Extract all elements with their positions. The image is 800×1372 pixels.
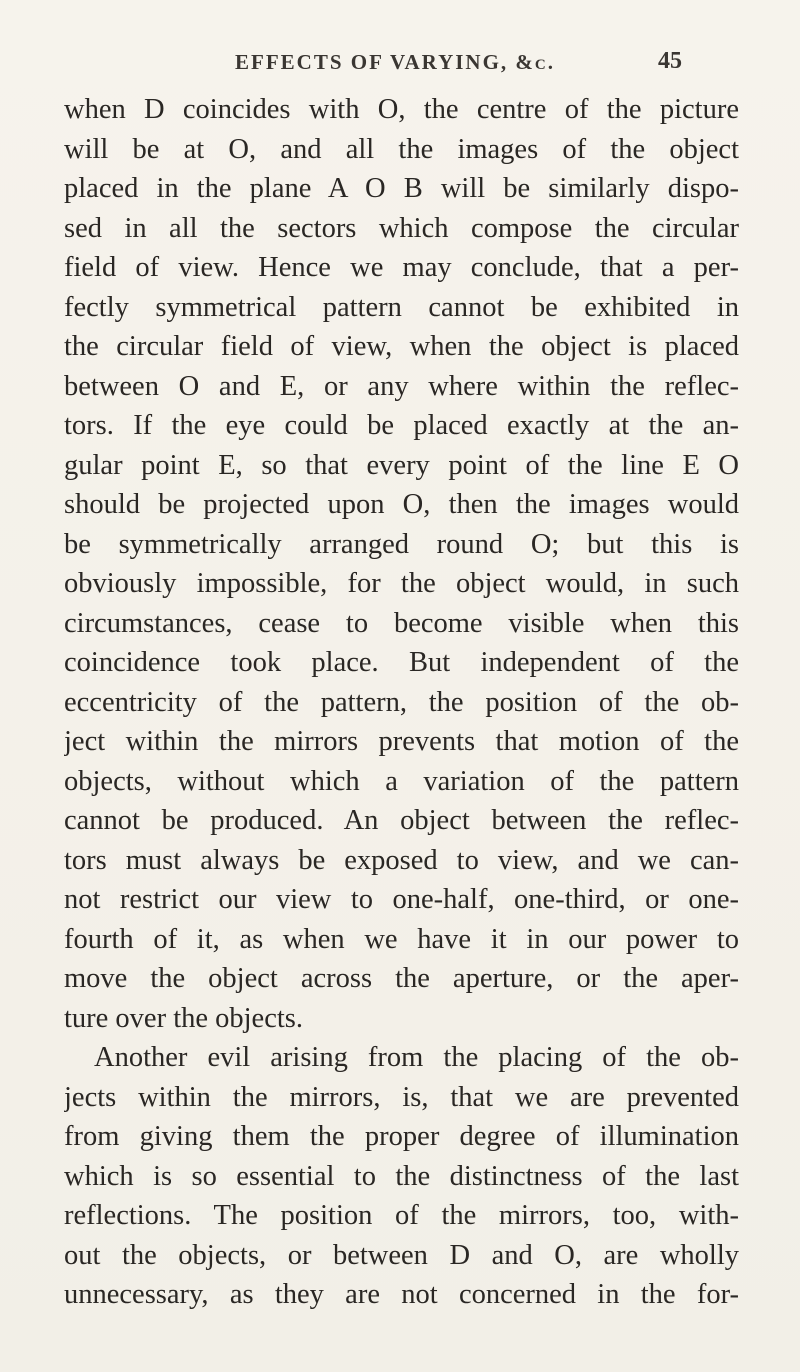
text-line: objects, without which a variation of the pattern (64, 765, 739, 797)
text-line: will be at O, and all the images of the object (64, 133, 739, 165)
text-line: when D coincides with O, the centre of the picture (64, 94, 739, 125)
body-text (64, 90, 739, 1315)
text-line: obviously impossible, for the object would, in such (64, 568, 739, 599)
text-line: tors. If the eye could be placed exactly at the an- (64, 410, 739, 441)
text-line: eccentricity of the pattern, the position of the ob- (64, 686, 739, 718)
text-line: ject within the mirrors prevents that motion of the (64, 726, 739, 757)
text-line: fectly symmetrical pattern cannot be exhibited in (64, 291, 739, 323)
text-line: not restrict our view to one-half, one-third, or one- (64, 884, 739, 915)
text-line: sed in all the sectors which compose the circular (64, 212, 739, 244)
text-line: jects within the mirrors, is, that we are prevented (64, 1081, 739, 1113)
text-line: reflections. The position of the mirrors, too, with- (64, 1200, 739, 1231)
text-line: between O and E, or any where within the reflec- (64, 370, 739, 402)
text-line: gular point E, so that every point of the line E O (64, 449, 739, 481)
text-line: unnecessary, as they are not concerned in the for- (64, 1279, 739, 1310)
text-line: circumstances, cease to become visible when this (64, 607, 739, 639)
running-head: EFFECTS OF VARYING, &c. (235, 50, 555, 74)
text-line: field of view. Hence we may conclude, that a per- (64, 252, 739, 283)
text-line: be symmetrically arranged round O; but this is (64, 528, 739, 560)
text-line: out the objects, or between D and O, are wholly (64, 1239, 739, 1271)
text-line: tors must always be exposed to view, and we can- (64, 844, 739, 876)
page-number: 45 (658, 48, 682, 74)
text-line: which is so essential to the distinctness of the last (64, 1160, 739, 1192)
text-line: cannot be produced. An object between the reflec- (64, 805, 739, 836)
text-line: from giving them the proper degree of illumination (64, 1121, 739, 1152)
text-line: fourth of it, as when we have it in our power to (64, 923, 739, 955)
text-line: should be projected upon O, then the images would (64, 489, 739, 520)
text-line: move the object across the aperture, or the aper- (64, 963, 739, 994)
text-line: the circular field of view, when the object is placed (64, 331, 739, 362)
text-line-paragraph-end: ture over the objects. (64, 1002, 303, 1034)
text-line: coincidence took place. But independent of the (64, 647, 739, 678)
text-line-paragraph-start: Another evil arising from the placing of the ob- (94, 1042, 739, 1073)
text-line: placed in the plane A O B will be similarly dispo- (64, 173, 739, 204)
